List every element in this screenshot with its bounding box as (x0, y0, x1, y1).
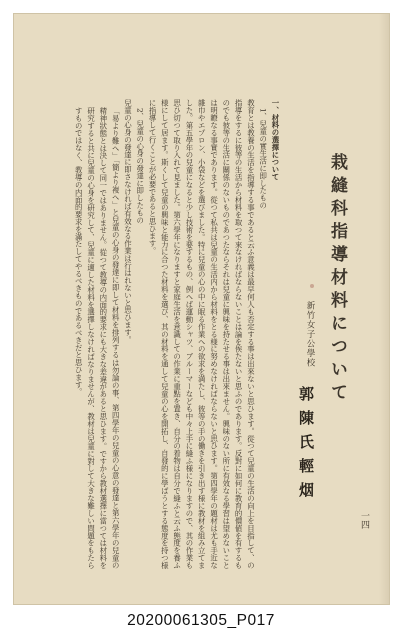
author-name: 郭陳氏輕烟 (297, 386, 315, 506)
page-number: 一四 (359, 511, 369, 529)
body-paragraph-1: 教育とは教養の生活を指導する事であると云ふ意義は最早何人も否定する事は出來ないと思ひます。從つて兒童の生活の向上を目指して、の指導をするに彼等の生活から材料を取つて來なければならないことは論を俟たないと思ふのであります。反對に如何に教育的價値を有するものでも彼等の生活に關係のないものであつたならそれは兒童に興味を持たせる事は出來ません。興味のない所に有效なる學習は望めないことは明瞭なる事實であります。從つて私共は兒童の生活内から材料をとる様に努めなければならないと思ひます。第四學年の題材は尤も手近な雜巾やエプロン、小袋などを選びました。特に兒童の心の中に眠る作業への欲求を満たし、彼等の手の働きを引き出す様に教材を組み立てました。第五學年の兒童になると少し技術を要するもの、例へば運動シャツ、ブルーマーなども中々上手に縫ふ様になりますので、其の作業も思ひ切つて取り入れて見ました。第六學年になりますと家庭生活を意識しての作業に重點を置き、自分の着物は自分で縫ふと云ふ態度を養ふ様にして居ます。斯くして兒童の興味と能力に合つた材料を選び、其の材料を通して兒童の心を開拓し、自發的に學ばうとする態度を持つ様に指導して行くことが必要であると思ひます。 (148, 99, 256, 569)
body-paragraph-2: 兒童の心身の發達に即さなければ有效なる作業は行はれないと思ひます。 (123, 99, 133, 344)
subsection-heading-1: 1、兒童の實生活に即したもの (258, 108, 268, 209)
ink-stain (310, 284, 314, 288)
article-title: 栽縫科指導材料について (327, 153, 347, 406)
section-heading: 一、材料の選擇について (271, 99, 280, 181)
subsection-heading-2: 2、兒童の心身の發達に即したもの (135, 108, 145, 224)
body-paragraph-3: 「易より難へ」「簡より複へ」と兒童の心身の發達に即して材料を排列するは勿論の事、第四學年の兒童の心意の發達と第六學年の兒童の精神狀態とは決して同一ではありません。從つて教導の内面的要求にも大きな差違があると思ひます。ですから教材選擇に當つては材料を研究すると共に兒童の心身を研究して、兒童に適した材料を選擇しなければなりませんが、教材は兒童に對して大きな難しい問題をもたらすものではなく、教導の内面的要求を滿たしてやるべきものであるべきだと思ひます。 (74, 107, 121, 569)
document-page (13, 13, 390, 605)
article-body (72, 99, 281, 569)
image-caption: 20200061305_P017 (127, 612, 275, 629)
author-affiliation: 新竹女子公學校 (305, 301, 315, 368)
